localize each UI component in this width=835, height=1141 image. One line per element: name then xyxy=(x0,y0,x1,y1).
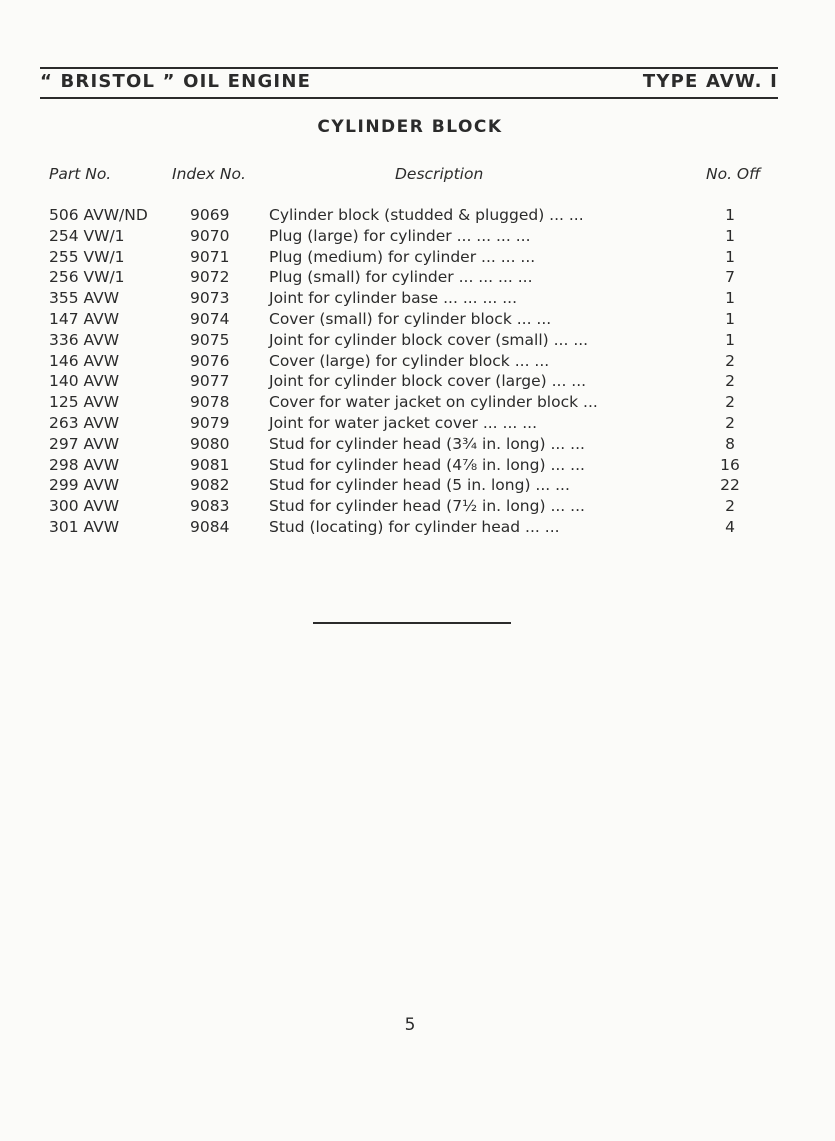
part-description: Plug (medium) for cylinder ... ... ... xyxy=(269,247,536,266)
section-title: CYLINDER BLOCK xyxy=(317,117,503,137)
table-row xyxy=(0,247,835,268)
part-description: Joint for cylinder block cover (large) ... ... xyxy=(269,372,587,391)
part-number: 255 VW/1 xyxy=(49,247,125,266)
index-number: 9072 xyxy=(190,268,230,287)
part-number: 140 AVW xyxy=(49,372,120,391)
part-number: 147 AVW xyxy=(49,309,120,328)
index-number: 9070 xyxy=(190,226,230,245)
part-description: Cover for water jacket on cylinder block ... xyxy=(269,393,598,412)
quantity-off: 2 xyxy=(725,413,735,432)
header-type-label: TYPE AVW. I xyxy=(642,71,778,92)
table-row xyxy=(0,288,835,309)
part-number: 125 AVW xyxy=(49,393,120,412)
index-number: 9075 xyxy=(190,330,230,349)
part-description: Cover (large) for cylinder block ... ... xyxy=(269,351,550,370)
quantity-off: 22 xyxy=(720,476,740,495)
part-description: Joint for water jacket cover ... ... ... xyxy=(269,413,538,432)
index-number: 9078 xyxy=(190,393,230,412)
quantity-off: 2 xyxy=(725,372,735,391)
table-row xyxy=(0,475,835,496)
index-number: 9081 xyxy=(190,455,230,474)
column-header-no-off: No. Off xyxy=(706,165,761,183)
table-row xyxy=(0,496,835,517)
column-header-description: Description xyxy=(395,165,484,183)
table-row xyxy=(0,267,835,288)
section-end-rule xyxy=(313,622,511,624)
table-row xyxy=(0,330,835,351)
table-row xyxy=(0,205,835,226)
column-header-index-no: Index No. xyxy=(172,165,246,183)
part-description: Stud for cylinder head (7½ in. long) ... ... xyxy=(269,497,585,516)
part-description: Joint for cylinder base ... ... ... ... xyxy=(269,289,518,308)
index-number: 9073 xyxy=(190,289,230,308)
part-number: 256 VW/1 xyxy=(49,268,125,287)
quantity-off: 8 xyxy=(725,434,735,453)
part-description: Stud for cylinder head (3¾ in. long) ... ... xyxy=(269,434,585,453)
part-description: Joint for cylinder block cover (small) ... ... xyxy=(269,330,589,349)
part-number: 254 VW/1 xyxy=(49,226,125,245)
part-number: 355 AVW xyxy=(49,289,120,308)
quantity-off: 1 xyxy=(725,206,735,224)
quantity-off: 2 xyxy=(725,393,735,412)
index-number: 9079 xyxy=(190,413,230,432)
part-description: Plug (large) for cylinder ... ... ... ... xyxy=(269,226,531,245)
quantity-off: 1 xyxy=(725,289,735,308)
index-number: 9069 xyxy=(190,206,230,224)
quantity-off: 7 xyxy=(725,268,735,287)
table-row xyxy=(0,434,835,455)
quantity-off: 4 xyxy=(725,517,735,536)
table-row xyxy=(0,351,835,372)
header-engine-title: “ BRISTOL ” OIL ENGINE xyxy=(40,71,312,92)
part-number: 300 AVW xyxy=(49,497,120,516)
index-number: 9082 xyxy=(190,476,230,495)
part-number: 263 AVW xyxy=(49,413,120,432)
parts-list xyxy=(0,205,835,538)
index-number: 9071 xyxy=(190,247,230,266)
header-top-rule xyxy=(40,67,778,69)
part-description: Plug (small) for cylinder ... ... ... ... xyxy=(269,268,533,287)
part-description: Stud for cylinder head (4⅞ in. long) ... ... xyxy=(269,455,585,474)
part-description: Stud (locating) for cylinder head ... ... xyxy=(269,517,560,536)
table-row xyxy=(0,371,835,392)
part-number: 336 AVW xyxy=(49,330,120,349)
part-number: 299 AVW xyxy=(49,476,120,495)
table-row xyxy=(0,517,835,538)
part-number: 298 AVW xyxy=(49,455,120,474)
index-number: 9084 xyxy=(190,517,230,536)
part-description: Cover (small) for cylinder block ... ... xyxy=(269,309,552,328)
part-number: 301 AVW xyxy=(49,517,120,536)
part-description: Stud for cylinder head (5 in. long) ... ... xyxy=(269,476,570,495)
column-header-part-no: Part No. xyxy=(49,165,112,183)
page-number: 5 xyxy=(404,1015,416,1035)
quantity-off: 16 xyxy=(720,455,740,474)
table-row xyxy=(0,226,835,247)
table-row xyxy=(0,392,835,413)
part-description: Cylinder block (studded & plugged) ... ... xyxy=(269,206,584,224)
quantity-off: 1 xyxy=(725,309,735,328)
quantity-off: 1 xyxy=(725,330,735,349)
header-bottom-rule xyxy=(40,97,778,99)
quantity-off: 2 xyxy=(725,497,735,516)
part-number: 297 AVW xyxy=(49,434,120,453)
part-number: 506 AVW/ND xyxy=(49,206,148,224)
table-row xyxy=(0,413,835,434)
index-number: 9076 xyxy=(190,351,230,370)
index-number: 9077 xyxy=(190,372,230,391)
index-number: 9083 xyxy=(190,497,230,516)
quantity-off: 1 xyxy=(725,226,735,245)
part-number: 146 AVW xyxy=(49,351,120,370)
quantity-off: 1 xyxy=(725,247,735,266)
index-number: 9074 xyxy=(190,309,230,328)
table-row xyxy=(0,309,835,330)
table-row xyxy=(0,455,835,476)
quantity-off: 2 xyxy=(725,351,735,370)
index-number: 9080 xyxy=(190,434,230,453)
